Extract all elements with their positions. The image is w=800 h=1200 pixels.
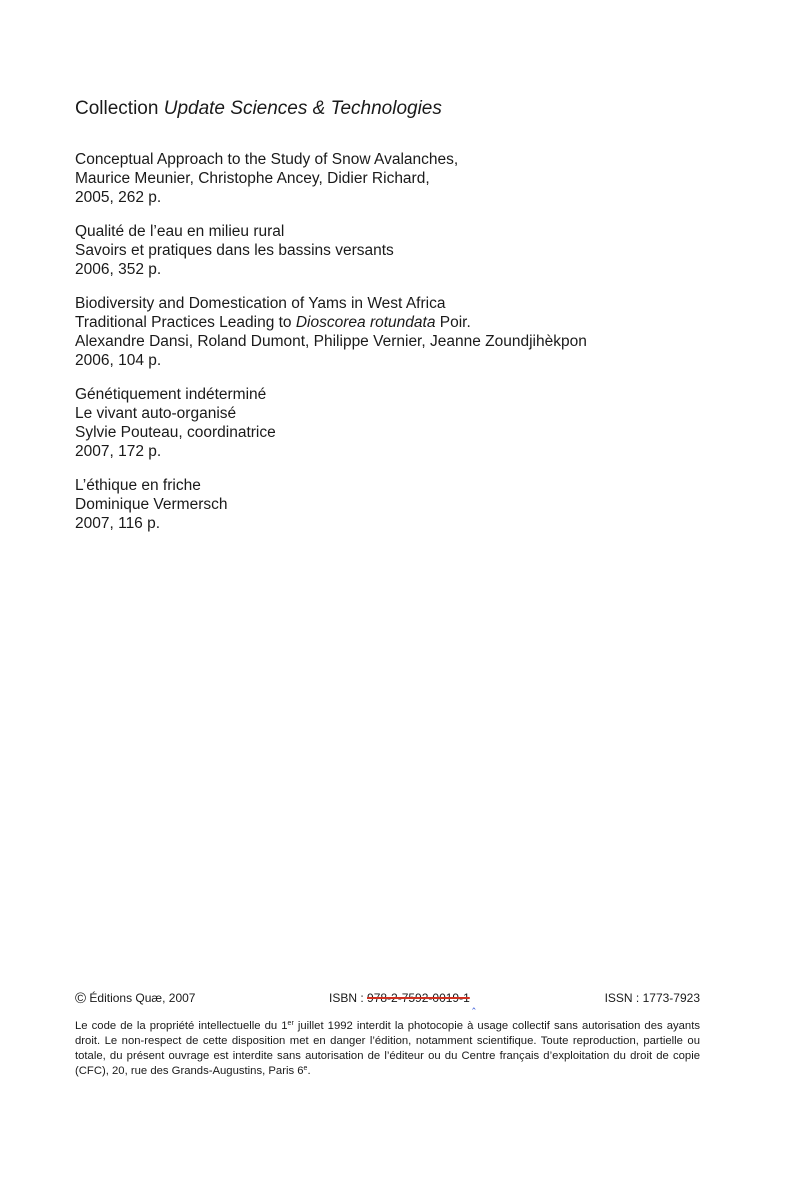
issn: ISSN : 1773-7923 xyxy=(604,991,700,1005)
book-entry-genetiquement xyxy=(75,385,700,461)
collection-prefix: Collection xyxy=(75,98,159,119)
imprint-row xyxy=(75,989,700,1010)
book-subtitle: Le vivant auto-organisé xyxy=(75,405,237,422)
insertion-caret-icon: ‸ xyxy=(472,998,476,1010)
book-entry-ethique xyxy=(75,476,700,533)
copyright-symbol: © xyxy=(75,990,87,1007)
book-subtitle: Savoirs et pratiques dans les bassins versants xyxy=(75,242,394,259)
collection-name: Update Sciences & Technologies xyxy=(163,98,442,119)
book-year-pages: 2005, 262 p. xyxy=(75,189,162,206)
book-page xyxy=(75,0,700,1200)
book-list xyxy=(75,150,700,548)
book-year-pages: 2007, 116 p. xyxy=(75,515,161,532)
species-name: Dioscorea rotundata xyxy=(295,314,436,331)
book-title: Conceptual Approach to the Study of Snow Avalanches, xyxy=(75,151,459,168)
book-title: L’éthique en friche xyxy=(75,477,201,494)
book-title: Génétiquement indéterminé xyxy=(75,386,267,403)
collection-title xyxy=(75,96,442,122)
book-year-pages: 2006, 104 p. xyxy=(75,352,162,369)
isbn-value-struck: 978-2-7592-0019-1 ‸ xyxy=(367,991,476,1010)
book-entry-yams xyxy=(75,294,700,370)
book-authors: Sylvie Pouteau, coordinatrice xyxy=(75,424,276,441)
isbn xyxy=(329,989,476,1010)
book-entry-snow-avalanches xyxy=(75,150,700,207)
book-authors: Maurice Meunier, Christophe Ancey, Didier Richard, xyxy=(75,170,430,187)
copyright-notice xyxy=(75,989,195,1008)
isbn-label: ISBN : xyxy=(329,991,368,1005)
book-entry-qualite-eau xyxy=(75,222,700,279)
book-authors: Dominique Vermersch xyxy=(75,496,228,513)
book-year-pages: 2007, 172 p. xyxy=(75,443,162,460)
legal-notice: Le code de la propriété intellectuelle du 1er juillet 1992 interdit la photocopie à usage collectif sans autorisation des ayants droit. Le non-respect de cette disposition met en danger l’édition, notamment scientifique. Toute reproduction, partielle ou totale, du présent ouvrage est interdite sans autorisation de l’éditeur ou du Centre français d’exploitation du droit de copie (CFC), 20, rue des Grands-Augustins, Paris 6e. xyxy=(75,1020,701,1077)
book-title: Qualité de l’eau en milieu rural xyxy=(75,223,285,240)
book-title: Biodiversity and Domestication of Yams in West Africa xyxy=(75,295,446,312)
book-authors: Alexandre Dansi, Roland Dumont, Philippe Vernier, Jeanne Zoundjihèkpon xyxy=(75,333,587,350)
book-subtitle: Traditional Practices Leading to Dioscorea rotundata Poir. xyxy=(75,314,471,331)
copyright-text: Éditions Quæ, 2007 xyxy=(86,991,196,1005)
book-year-pages: 2006, 352 p. xyxy=(75,261,162,278)
